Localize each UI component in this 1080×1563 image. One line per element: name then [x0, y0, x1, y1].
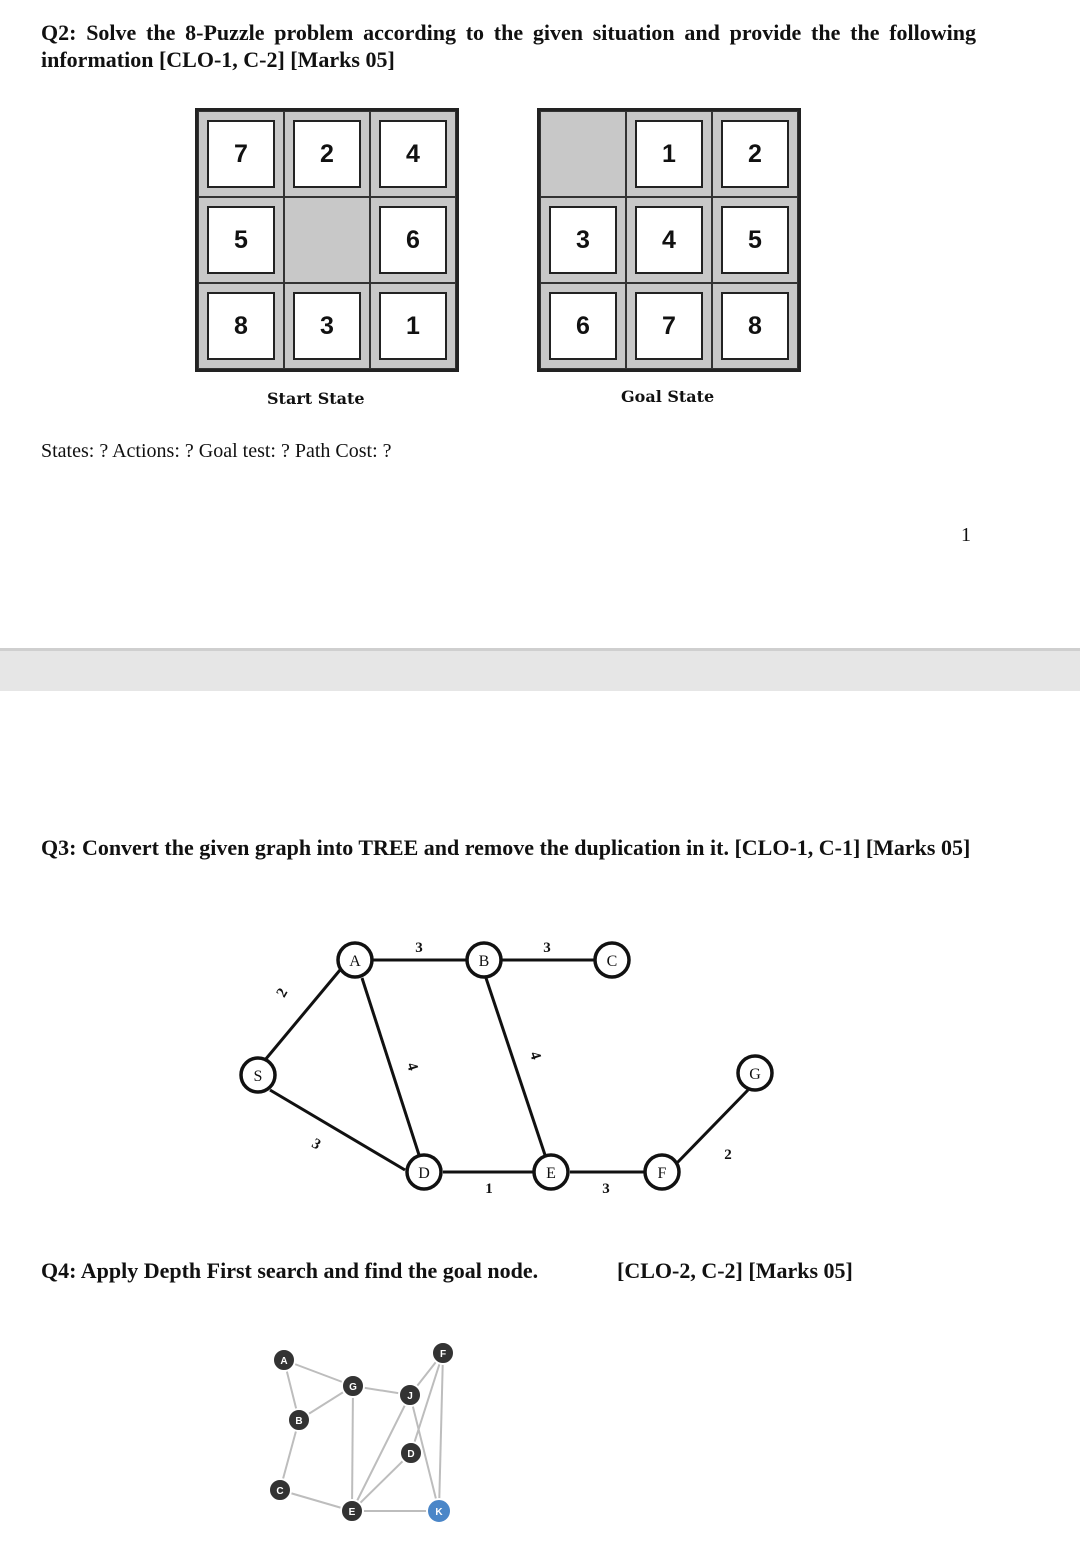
start-state-caption: Start State — [267, 389, 365, 408]
q2-title: Q2: Solve the 8-Puzzle problem according to the given situation and provide the the following information [CLO-1, C-2] [Marks 05] — [41, 20, 976, 72]
node-label-B: B — [478, 953, 490, 970]
dfs-node-label-D: D — [407, 1449, 415, 1460]
tile: 2 — [721, 120, 789, 188]
node-label-D: D — [418, 1165, 430, 1182]
tile: 7 — [635, 292, 703, 360]
q4-meta: [CLO-2, C-2] [Marks 05] — [617, 1258, 853, 1283]
tile: 5 — [721, 206, 789, 274]
node-label-G: G — [749, 1066, 761, 1083]
edge-D-E — [352, 1453, 411, 1511]
edge-weight-S-A: 2 — [273, 985, 292, 1001]
tile: 4 — [635, 206, 703, 274]
tile: 6 — [549, 292, 617, 360]
tile: 3 — [549, 206, 617, 274]
tile: 4 — [379, 120, 447, 188]
node-label-E: E — [546, 1165, 556, 1182]
tile: 1 — [379, 292, 447, 360]
edge-weight-B-C: 3 — [543, 940, 551, 956]
tile: 3 — [293, 292, 361, 360]
dfs-node-label-F: F — [439, 1349, 447, 1360]
tile: 8 — [721, 292, 789, 360]
node-label-A: A — [349, 953, 361, 970]
edge-F-K — [439, 1353, 443, 1511]
dfs-node-label-C: C — [276, 1486, 284, 1497]
tile: 7 — [207, 120, 275, 188]
edge-weight-E-F: 3 — [602, 1181, 610, 1197]
tile: 2 — [293, 120, 361, 188]
tile: 5 — [207, 206, 275, 274]
dfs-node-label-E: E — [348, 1507, 356, 1518]
tile: 1 — [635, 120, 703, 188]
q2-prompt: States: ? Actions: ? Goal test: ? Path Cost: ? — [41, 440, 392, 462]
dfs-node-label-B: B — [295, 1416, 303, 1427]
edge-weight-D-E: 1 — [485, 1181, 493, 1197]
edge-weight-F-G: 2 — [724, 1147, 732, 1163]
q3-title: Q3: Convert the given graph into TREE and remove the duplication in it. [CLO-1, C-1] [Marks 05] — [41, 835, 971, 860]
dfs-node-label-K: K — [435, 1507, 443, 1518]
dfs-node-label-G: G — [349, 1382, 357, 1393]
page-number: 1 — [961, 524, 971, 546]
node-label-S: S — [253, 1068, 263, 1085]
node-label-F: F — [657, 1165, 667, 1182]
dfs-node-label-J: J — [407, 1391, 413, 1402]
node-label-C: C — [606, 953, 618, 970]
edge-G-E — [352, 1386, 353, 1511]
edge-weight-A-B: 3 — [415, 940, 423, 956]
edge-weight-S-D: 3 — [308, 1135, 324, 1154]
dfs-node-label-A: A — [280, 1356, 288, 1367]
goal-state-caption: Goal State — [621, 387, 715, 406]
q4-title: Q4: Apply Depth First search and find the goal node. — [41, 1258, 539, 1283]
tile: 8 — [207, 292, 275, 360]
tile: 6 — [379, 206, 447, 274]
edge-weight-B-E: 4 — [526, 1049, 544, 1062]
edge-weight-A-D: 4 — [403, 1060, 421, 1073]
